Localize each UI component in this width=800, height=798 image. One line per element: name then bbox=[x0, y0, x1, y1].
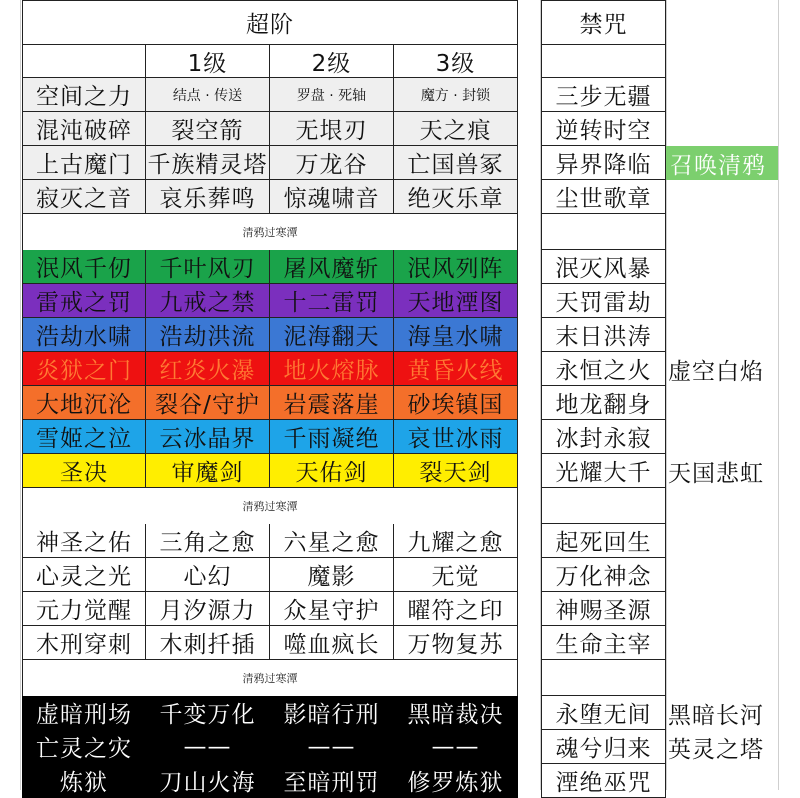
section3-row-3-col-3: 万物复苏 bbox=[394, 626, 518, 660]
section3-row-2-col-1: 月汐源力 bbox=[146, 592, 270, 626]
section4-row-2-col-1: 刀山火海 bbox=[146, 764, 270, 798]
section3-row-3-col-2: 噬血疯长 bbox=[270, 626, 394, 660]
section2-row-3-col-2: 地火熔脉 bbox=[270, 352, 394, 386]
section4-row-2-col-3: 修罗炼狱 bbox=[394, 764, 518, 798]
section2-row-0-col-4: 泯灭风暴 bbox=[541, 250, 666, 284]
section3-row-2-col-4: 神赐圣源 bbox=[541, 592, 666, 626]
header-level-2: 2级 bbox=[270, 45, 394, 78]
section2-row-6-col-2: 天佑剑 bbox=[270, 454, 394, 488]
section4-row-0-col-0: 虚暗刑场 bbox=[22, 696, 146, 730]
section2-row-3-col-0: 炎狱之门 bbox=[22, 352, 146, 386]
section1-row-0-col-2: 罗盘 · 死轴 bbox=[270, 78, 394, 112]
section1-row-2-col-1: 千族精灵塔 bbox=[146, 146, 270, 180]
section3-row-1-col-2: 魔影 bbox=[270, 558, 394, 592]
header-level-3: 3级 bbox=[394, 45, 518, 78]
section4-row-1-col-0: 亡灵之灾 bbox=[22, 730, 146, 764]
section3-row-0-col-4: 起死回生 bbox=[541, 524, 666, 558]
section4-row-0-col-3: 黑暗裁决 bbox=[394, 696, 518, 730]
section1-extra-2: 召唤清鸦 bbox=[666, 146, 778, 180]
section2-row-0-col-3: 泯风列阵 bbox=[394, 250, 518, 284]
section3-row-3-col-0: 木刑穿刺 bbox=[22, 626, 146, 660]
section3-row-0-col-1: 三角之愈 bbox=[146, 524, 270, 558]
section2-row-1-col-0: 雷戒之罚 bbox=[22, 284, 146, 318]
section1-row-0-col-4: 三步无疆 bbox=[541, 78, 666, 112]
section3-row-2-col-3: 曜符之印 bbox=[394, 592, 518, 626]
section2-row-4-col-3: 砂埃镇国 bbox=[394, 386, 518, 420]
header-main: 超阶 bbox=[22, 0, 518, 45]
section3-extra-2 bbox=[666, 592, 778, 626]
section3-extra-0 bbox=[666, 524, 778, 558]
section2-row-1-col-3: 天地湮图 bbox=[394, 284, 518, 318]
section3-row-1-col-3: 无觉 bbox=[394, 558, 518, 592]
section4-row-2-col-0: 炼狱 bbox=[22, 764, 146, 798]
section1-row-0-col-3: 魔方 · 封锁 bbox=[394, 78, 518, 112]
header-level-1: 1级 bbox=[146, 45, 270, 78]
section1-extra-1 bbox=[666, 112, 778, 146]
header-blank bbox=[22, 45, 146, 78]
section2-row-0-col-1: 千叶风刃 bbox=[146, 250, 270, 284]
section2-extra-4 bbox=[666, 386, 778, 420]
header-side: 禁咒 bbox=[541, 0, 666, 45]
section3-row-1-col-0: 心灵之光 bbox=[22, 558, 146, 592]
section2-extra-2 bbox=[666, 318, 778, 352]
section4-row-2-col-2: 至暗刑罚 bbox=[270, 764, 394, 798]
section3-row-2-col-2: 众星守护 bbox=[270, 592, 394, 626]
section2-row-6-col-4: 光耀大千 bbox=[541, 454, 666, 488]
section1-row-1-col-2: 无垠刃 bbox=[270, 112, 394, 146]
section2-extra-3: 虚空白焰 bbox=[668, 358, 764, 385]
section3-extra-1 bbox=[666, 558, 778, 592]
section2-row-6-col-3: 裂天剑 bbox=[394, 454, 518, 488]
section2-extra-1 bbox=[666, 284, 778, 318]
section3-row-2-col-0: 元力觉醒 bbox=[22, 592, 146, 626]
section1-row-1-col-3: 天之痕 bbox=[394, 112, 518, 146]
section1-row-3-col-2: 惊魂啸音 bbox=[270, 180, 394, 214]
section1-row-2-col-4: 异界降临 bbox=[541, 146, 666, 180]
section2-row-2-col-4: 末日洪涛 bbox=[541, 318, 666, 352]
header-side-blank bbox=[541, 45, 666, 78]
section2-row-0-col-0: 泯风千仞 bbox=[22, 250, 146, 284]
section2-row-2-col-2: 泥海翻天 bbox=[270, 318, 394, 352]
section1-row-3-col-3: 绝灭乐章 bbox=[394, 180, 518, 214]
section4-row-0-col-1: 千变万化 bbox=[146, 696, 270, 730]
section4-row-2-col-4: 湮绝巫咒 bbox=[541, 764, 666, 798]
section3-extra-3 bbox=[666, 626, 778, 660]
separator-side-2 bbox=[541, 488, 666, 524]
section1-row-1-col-4: 逆转时空 bbox=[541, 112, 666, 146]
section3-row-3-col-1: 木刺扦插 bbox=[146, 626, 270, 660]
section4-extra-0: 黑暗长河 bbox=[668, 702, 764, 729]
section2-extra-5 bbox=[666, 420, 778, 454]
section3-row-0-col-0: 神圣之佑 bbox=[22, 524, 146, 558]
section2-row-2-col-1: 浩劫洪流 bbox=[146, 318, 270, 352]
section2-row-5-col-4: 冰封永寂 bbox=[541, 420, 666, 454]
section4-row-0-col-4: 永堕无间 bbox=[541, 696, 666, 730]
section4-row-1-col-4: 魂兮归来 bbox=[541, 730, 666, 764]
section3-row-0-col-2: 六星之愈 bbox=[270, 524, 394, 558]
section4-row-1-col-3: —— bbox=[394, 730, 518, 764]
section2-row-3-col-3: 黄昏火线 bbox=[394, 352, 518, 386]
section2-row-4-col-4: 地龙翻身 bbox=[541, 386, 666, 420]
separator-1: 清鸦过寒潭 bbox=[22, 214, 518, 250]
section1-row-2-col-3: 亡国兽冢 bbox=[394, 146, 518, 180]
section1-row-1-col-0: 混沌破碎 bbox=[22, 112, 146, 146]
section1-row-0-col-0: 空间之力 bbox=[22, 78, 146, 112]
section2-row-2-col-3: 海皇水啸 bbox=[394, 318, 518, 352]
section1-row-2-col-2: 万龙谷 bbox=[270, 146, 394, 180]
section3-row-0-col-3: 九耀之愈 bbox=[394, 524, 518, 558]
section2-extra-6: 天国悲虹 bbox=[668, 460, 764, 487]
section1-row-0-col-1: 结点 · 传送 bbox=[146, 78, 270, 112]
section1-row-3-col-1: 哀乐葬鸣 bbox=[146, 180, 270, 214]
section2-row-5-col-3: 哀世冰雨 bbox=[394, 420, 518, 454]
section4-extra-2 bbox=[666, 764, 778, 798]
section1-extra-0 bbox=[666, 78, 778, 112]
section3-row-3-col-4: 生命主宰 bbox=[541, 626, 666, 660]
section4-row-0-col-2: 影暗行刑 bbox=[270, 696, 394, 730]
section2-row-1-col-4: 天罚雷劫 bbox=[541, 284, 666, 318]
section1-extra-3 bbox=[666, 180, 778, 214]
section3-row-1-col-1: 心幻 bbox=[146, 558, 270, 592]
section1-row-3-col-4: 尘世歌章 bbox=[541, 180, 666, 214]
section2-row-6-col-1: 审魔剑 bbox=[146, 454, 270, 488]
separator-side-3 bbox=[541, 660, 666, 696]
separator-2: 清鸦过寒潭 bbox=[22, 488, 518, 524]
section1-row-2-col-0: 上古魔门 bbox=[22, 146, 146, 180]
section4-row-1-col-2: —— bbox=[270, 730, 394, 764]
section4-row-1-col-1: —— bbox=[146, 730, 270, 764]
section2-row-6-col-0: 圣决 bbox=[22, 454, 146, 488]
section2-row-1-col-2: 十二雷罚 bbox=[270, 284, 394, 318]
section2-row-5-col-1: 云冰晶界 bbox=[146, 420, 270, 454]
section2-row-4-col-2: 岩震落崖 bbox=[270, 386, 394, 420]
section2-row-1-col-1: 九戒之禁 bbox=[146, 284, 270, 318]
section1-row-3-col-0: 寂灭之音 bbox=[22, 180, 146, 214]
section2-row-4-col-0: 大地沉沦 bbox=[22, 386, 146, 420]
section2-row-5-col-2: 千雨凝绝 bbox=[270, 420, 394, 454]
section2-row-3-col-4: 永恒之火 bbox=[541, 352, 666, 386]
section2-row-4-col-1: 裂谷/守护 bbox=[146, 386, 270, 420]
section2-row-0-col-2: 屠风魔斩 bbox=[270, 250, 394, 284]
section2-row-3-col-1: 红炎火瀑 bbox=[146, 352, 270, 386]
section2-row-2-col-0: 浩劫水啸 bbox=[22, 318, 146, 352]
separator-side-1 bbox=[541, 214, 666, 250]
section3-row-1-col-4: 万化神念 bbox=[541, 558, 666, 592]
section4-extra-1: 英灵之塔 bbox=[668, 736, 764, 763]
section1-row-1-col-1: 裂空箭 bbox=[146, 112, 270, 146]
section2-extra-0 bbox=[666, 250, 778, 284]
separator-3: 清鸦过寒潭 bbox=[22, 660, 518, 696]
section2-row-5-col-0: 雪姬之泣 bbox=[22, 420, 146, 454]
